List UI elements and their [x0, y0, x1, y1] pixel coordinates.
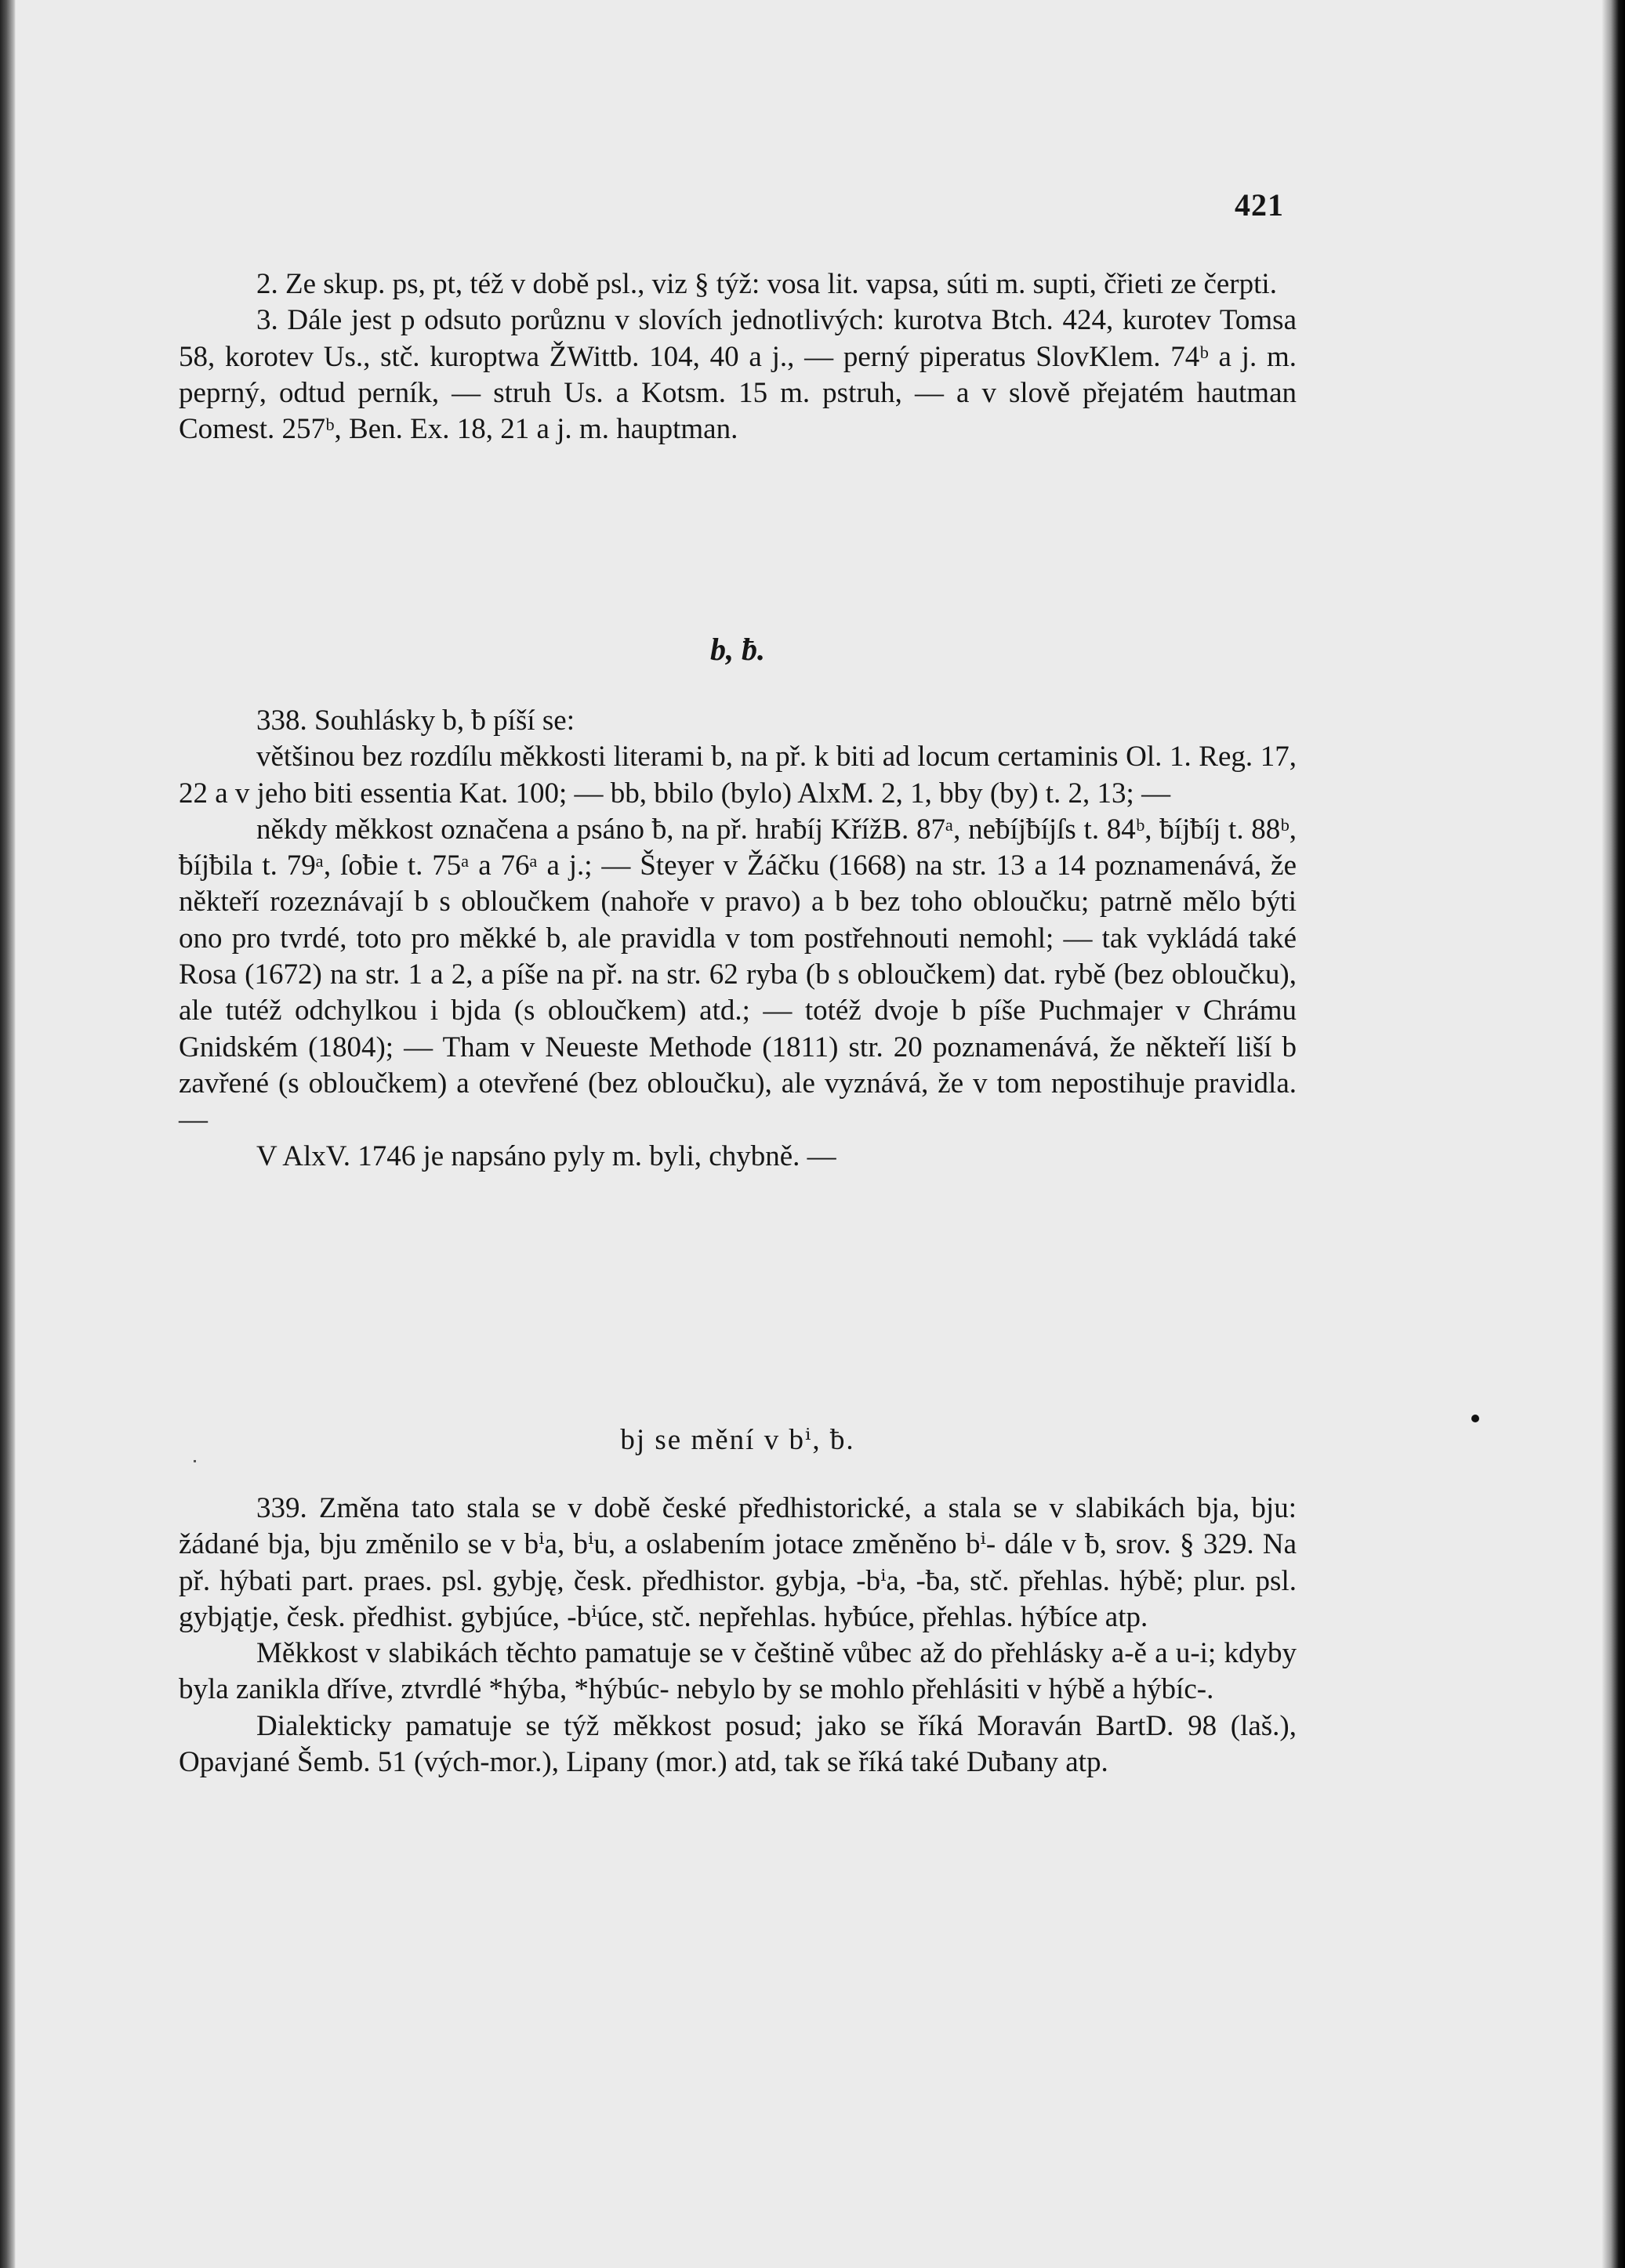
paragraph-2: 2. Ze skup. ps, pt, též v době psl., viz § týž: vosa lit. vapsa, súti m. supti, čřieti ze čerpti. — [256, 268, 1277, 300]
paragraph-339-main: 339. Změna tato stala se v době české předhistorické, a stala se v slabikách bja, bju: žádané bja, bju změnilo se v bⁱa, bⁱu, a oslabením jotace změněno bⁱ- dále v ƀ, srov. § 329. Na př. hýbati part. praes. psl. gybję, česk. předhistor. gybja, -bⁱa, -ƀa, stč. přehlas. hýbě; plur. psl. gybjątje, česk. předhist. gybjúce, -bⁱúce, stč. nepřehlas. hyƀúce, přehlas. hýƀíce atp. — [179, 1492, 1297, 1633]
paragraph-338-nekdy: někdy měkkost označena a psáno ƀ, na př. hraƀíj KřížB. 87ᵃ, neƀíjƀíjſs t. 84ᵇ, ƀíjƀíj t. 88ᵇ, ƀíjƀila t. 79ᵃ, ſoƀie t. 75ᵃ a 76ᵃ a j.; — Šteyer v Žáčku (1668) na str. 13 a 14 poznamenává, že někteří rozeznávají b s obloučkem (nahoře v pravo) a b bez toho obloučku; patrně mělo býti ono pro tvrdé, toto pro měkké b, ale pravidla v tom postřehnouti nemohl; — tak vykládá také Rosa (1672) na str. 1 a 2, a píše na př. na str. 62 ryba (b s obloučkem) dat. rybě (bez obloučku), ale tutéž odchylkou i bjda (s obloučkem) atd.; — totéž dvoje b píše Puchmajer v Chrámu Gnidském (1804); — Tham v Neueste Methode (1811) str. 20 poznamenává, že někteří liší b zavřené (s obloučkem) a otevřené (bez obloučku), ale vyznává, že v tom nepostihuje pravidla. — — [179, 813, 1297, 1136]
intro-paragraphs — [179, 266, 1297, 447]
section-338 — [179, 703, 1297, 1175]
paragraph-3: 3. Dále jest p odsuto porůznu v slovích jednotlivých: kurotva Btch. 424, kurotev Tomsa 58, korotev Us., stč. kuroptwa ŽWittb. 104, 40 a j., — perný piperatus SlovKlem. 74ᵇ a j. m. peprný, odtud perník, — struh Us. a Kotsm. 15 m. pstruh, — a v slově přejatém hautman Comest. 257ᵇ, Ben. Ex. 18, 21 a j. m. hauptman. — [179, 304, 1297, 446]
section-339 — [179, 1491, 1297, 1781]
ink-speck — [194, 1460, 196, 1462]
paragraph-339-mekkost: Měkkost v slabikách těchto pamatuje se v češtině vůbec až do přehlásky a-ě a u-i; kdyby byla zanikla dříve, ztvrdlé *hýba, *hýbúc- nebylo by se mohlo přehlásiti v hýbě a hýbíc-. — [179, 1637, 1297, 1706]
page-left-edge — [0, 0, 16, 2268]
paragraph-338-intro: 338. Souhlásky b, ƀ píší se: — [256, 705, 575, 737]
page-right-edge — [1601, 0, 1625, 2268]
paragraph-338-alxv: V AlxV. 1746 je napsáno pyly m. byli, chybně. — — [256, 1139, 836, 1172]
page-number: 421 — [1235, 187, 1284, 223]
section-heading-b: b, ƀ. — [710, 632, 765, 667]
ink-dot — [1471, 1415, 1479, 1422]
paragraph-339-dialekticky: Dialekticky pamatuje se týž měkkost posud; jako se říká Moraván BartD. 98 (laš.), Opavjané Šemb. 51 (vých-mor.), Lipany (mor.) atd, tak se říká také Duƀany atp. — [179, 1709, 1297, 1779]
section-subheading-bj: bj se mění v bⁱ, ƀ. — [620, 1424, 855, 1456]
paragraph-338-bez-rozdilu: většinou bez rozdílu měkkosti literami b, na př. k biti ad locum certaminis Ol. 1. Reg. 17, 22 a v jeho biti essentia Kat. 100; — bb, bbilo (bylo) AlxM. 2, 1, bby (by) t. 2, 13; — — [179, 741, 1297, 810]
